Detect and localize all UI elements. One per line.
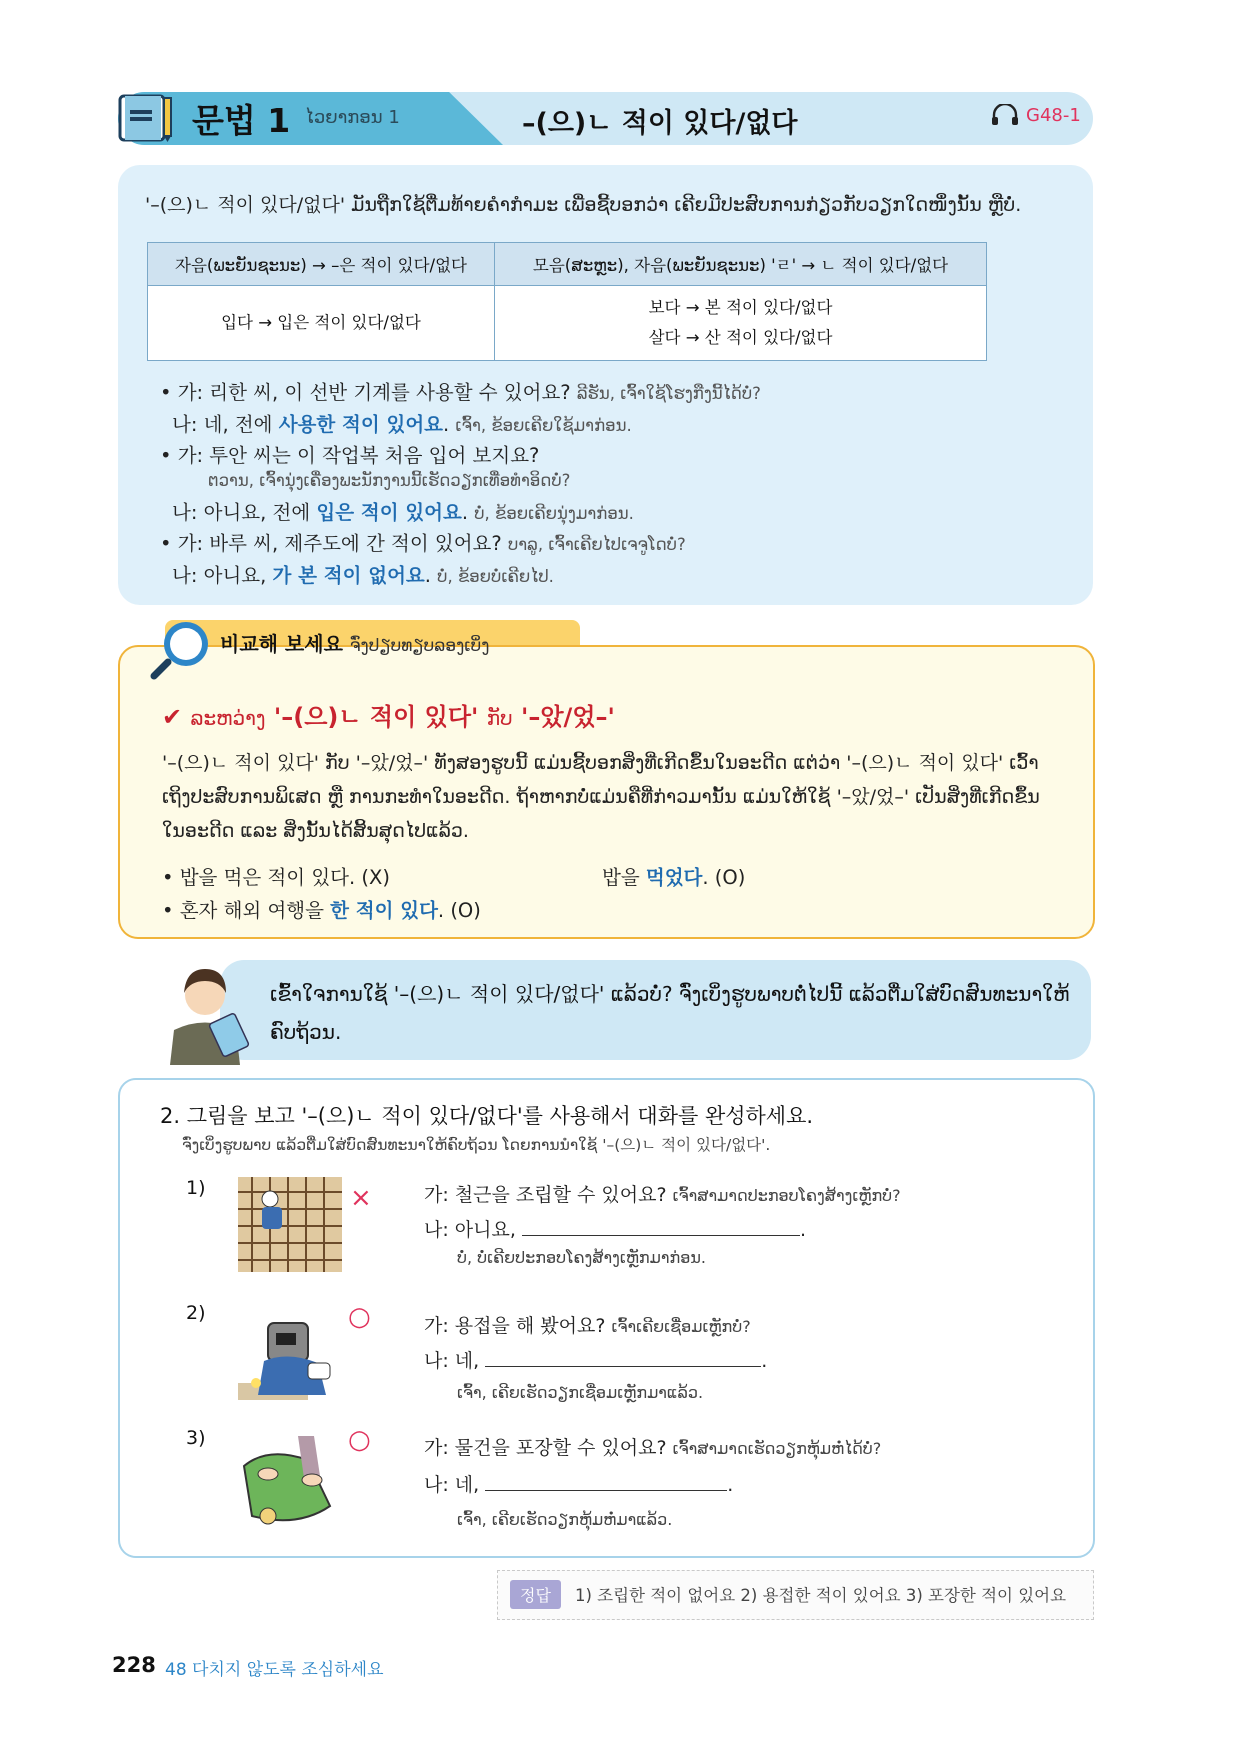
book-icon xyxy=(118,92,174,144)
table-cell-vowel xyxy=(495,286,987,361)
item-answer-prefix: 나: 아니요, xyxy=(424,1219,516,1241)
item-question-lao: ເຈົ້າເຄີຍເຊື່ອມເຫຼັກບໍ່? xyxy=(611,1317,751,1336)
compare-title xyxy=(220,628,490,657)
item-hint: ເຈົ້າ, ເຄີຍເຮັດວຽກຫຸ້ມຫໍ່ມາແລ້ວ. xyxy=(457,1510,673,1529)
packing-illustration xyxy=(238,1436,342,1529)
example-question xyxy=(160,377,761,405)
exercise-subtitle: ຈົ່ງເບິ່ງຮູບພາບ ແລ້ວຕື່ມໃສ່ບົດສົນທະນາໃຫ້ຄົບຖ້ວນ ໂດຍການນຳໃຊ້ '–(으)ㄴ 적이 있다/없다'. xyxy=(182,1136,771,1154)
example-answer-lao: ເຈົ້າ, ຂ້ອຍເຄີຍໃຊ້ມາກ່ອນ. xyxy=(455,416,632,435)
item-number: 1) xyxy=(186,1177,206,1199)
table-head-consonant: 자음(ພະຍັນຊະນະ) → –은 적이 있다/없다 xyxy=(148,243,495,286)
example-question-lao xyxy=(208,468,570,491)
item-number: 3) xyxy=(186,1427,206,1449)
compare-example-text: . (O) xyxy=(702,866,746,889)
example-answer-text: . xyxy=(443,413,450,436)
compare-heading-lao: ລະຫວ່າງ xyxy=(190,706,266,730)
compare-body: '–(으)ㄴ 적이 있다' ກັບ '–았/었–' ທັງສອງຮູບນີ້ ແມ່ນຊີ້ບອກສິ່ງທີ່ເກີດຂຶ້ນໃນອະດີດ ແຕ່ວ່າ '–(으)ㄴ 적이 있다' ເວົ້າເຖິງປະສົບການພິເສດ ຫຼື ການກະທຳໃນອະດີດ. ຖ້າຫາກບໍ່ແມ່ນຄືທີ່ກ່າວມານັ້ນ ແມ່ນໃຫ້ໃຊ້ '–았/었–' ເປັນສິ່ງທີ່ເກີດຂຶ້ນໃນອະດີດ ແລະ ສິ່ງນັ້ນໄດ້ສິ້ນສຸດໄປແລ້ວ. xyxy=(162,752,1040,842)
item-answer: 나: 네, . xyxy=(424,1474,734,1496)
item-question-ko: 가: 물건을 포장할 수 있어요? xyxy=(424,1437,667,1459)
example-answer-highlight: 사용한 적이 있어요 xyxy=(278,413,443,436)
example-answer xyxy=(172,497,634,525)
example-answer-text: 나: 네, 전에 xyxy=(172,413,279,436)
section-title-lao: ໄວຍາກອນ 1 xyxy=(305,107,400,128)
example-answer-text: . xyxy=(424,564,431,587)
grammar-pattern: –(으)ㄴ 적이 있다/없다 xyxy=(522,108,798,139)
example-answer xyxy=(172,560,554,588)
magnifier-icon xyxy=(148,618,212,682)
item-answer-prefix: 나: 네, xyxy=(424,1474,480,1496)
item-question xyxy=(424,1433,881,1460)
example-question-ko: • 가: 바루 씨, 제주도에 간 적이 있어요? xyxy=(160,532,502,555)
example-answer-highlight: 가 본 적이 없어요 xyxy=(272,564,425,587)
answer-blank[interactable] xyxy=(522,1217,800,1236)
item-question xyxy=(424,1180,901,1207)
compare-example-text: . (O) xyxy=(437,899,481,922)
compare-heading-b: '–았/었–' xyxy=(521,703,615,731)
example-answer-lao: ບໍ່, ຂ້ອຍບໍ່ເຄີຍໄປ. xyxy=(437,567,554,586)
item-answer-prefix: 나: 네, xyxy=(424,1350,480,1372)
compare-example-2 xyxy=(162,895,481,923)
answer-tag: 정답 xyxy=(510,1580,561,1609)
exercise-title: 2. 그림을 보고 '–(으)ㄴ 적이 있다/없다'를 사용해서 대화를 완성하세요. xyxy=(160,1104,814,1128)
item-question-lao: ເຈົ້າສາມາດປະກອບໂຄງສ້າງເຫຼັກບໍ່? xyxy=(672,1186,901,1205)
example-question-ko: • 가: 리한 씨, 이 선반 기계를 사용할 수 있어요? xyxy=(160,381,571,404)
example-question-lao: ບາລູ, ເຈົ້າເຄີຍໄປເຈຈູໂດບໍ່? xyxy=(507,535,686,554)
item-question-ko: 가: 용접을 해 봤어요? xyxy=(424,1315,606,1337)
compare-heading xyxy=(162,697,615,732)
example-answer-text: 나: 아니요, 전에 xyxy=(172,501,317,524)
audio-track-label: G48-1 xyxy=(1026,104,1081,126)
tip-text: ເຂົ້າໃຈການໃຊ້ '–(으)ㄴ 적이 있다/없다' ແລ້ວບໍ່? ຈົ່ງເບິ່ງຮູບພາບຕໍ່ໄປນີ້ ແລ້ວຕື່ມໃສ່ບົດສົນທະນາໃຫ້ຄົບຖ້ວນ. xyxy=(270,982,1070,1044)
item-question xyxy=(424,1311,751,1338)
table-head-vowel: 모음(ສະຫຼະ), 자음(ພະຍັນຊະນະ) 'ㄹ' → ㄴ 적이 있다/없다 xyxy=(495,243,987,286)
item-number: 2) xyxy=(186,1302,206,1324)
item-answer: 나: 네, . xyxy=(424,1350,768,1372)
compare-example-highlight: 먹었다 xyxy=(645,866,703,889)
grammar-intro: '–(으)ㄴ 적이 있다/없다' ມັນຖືກໃຊ້ຕື່ມທ້າຍຄຳກຳມະ ເພື່ອຊີ້ບອກວ່າ ເຄີຍມີປະສົບການກ່ຽວກັບວຽກໃດໜຶ່ງນັ້ນ ຫຼືບໍ່. xyxy=(145,194,1022,216)
example-question-ko: • 가: 투안 씨는 이 작업복 처음 입어 보지요? xyxy=(160,444,540,467)
conjugation-table xyxy=(147,242,987,361)
item-answer: 나: 아니요, . xyxy=(424,1219,806,1241)
page-number: 228 xyxy=(112,1653,156,1677)
compare-heading-a: '–(으)ㄴ 적이 있다' xyxy=(273,703,479,731)
section-title: 문법 1 xyxy=(192,101,291,140)
headphones-icon xyxy=(990,104,1020,126)
example-question-lao: ລີຮັນ, ເຈົ້າໃຊ້ໂຮງກືງນີ້ໄດ້ບໍ່? xyxy=(576,384,761,403)
item-hint: ບໍ່, ບໍ່ເຄີຍປະກອບໂຄງສ້າງເຫຼັກມາກ່ອນ. xyxy=(457,1248,706,1267)
compare-example-text: • 혼자 해외 여행을 xyxy=(162,899,331,922)
compare-example-text: 밥을 xyxy=(602,866,646,889)
example-question xyxy=(160,528,686,556)
table-cell-vowel-line: 살다 → 산 적이 있다/없다 xyxy=(648,328,833,347)
example-answer-text: 나: 아니요, xyxy=(172,564,273,587)
table-cell-consonant: 입다 → 입은 적이 있다/없다 xyxy=(148,286,495,361)
compare-example-wrong: • 밥을 먹은 적이 있다. (X) xyxy=(162,866,390,889)
item-hint: ເຈົ້າ, ເຄີຍເຮັດວຽກເຊື່ອມເຫຼັກມາແລ້ວ. xyxy=(457,1383,704,1402)
wrong-mark-icon: × xyxy=(350,1183,372,1213)
rebar-illustration xyxy=(238,1177,342,1272)
example-answer-lao: ບໍ່, ຂ້ອຍເຄີຍນຸ່ງມາກ່ອນ. xyxy=(474,504,634,523)
compare-heading-mid: ກັບ xyxy=(486,706,513,730)
item-question-ko: 가: 철근을 조립할 수 있어요? xyxy=(424,1184,667,1206)
table-cell-vowel-line: 보다 → 본 적이 있다/없다 xyxy=(648,298,833,317)
compare-title-lao: ຈົ່ງປຽບທຽບລອງເບິ່ງ xyxy=(349,636,490,656)
compare-title-ko: 비교해 보세요 xyxy=(220,632,343,656)
answer-blank[interactable] xyxy=(485,1472,727,1491)
compare-example-highlight: 한 적이 있다 xyxy=(330,899,438,922)
teacher-illustration xyxy=(160,955,250,1065)
example-answer-highlight: 입은 적이 있어요 xyxy=(316,501,462,524)
item-question-lao: ເຈົ້າສາມາດເຮັດວຽກຫຸ້ມຫໍ່ໄດ້ບໍ່? xyxy=(672,1439,882,1458)
correct-mark-icon: ○ xyxy=(348,1425,371,1455)
example-answer xyxy=(172,409,632,437)
example-question-lao-text: ຕວານ, ເຈົ້ານຸ່ງເຄື່ອງພະນັກງານນີ້ເຮັດວຽກເທື່ອທຳອິດບໍ່? xyxy=(208,471,571,490)
welder-illustration xyxy=(238,1303,342,1400)
answer-text: 1) 조립한 적이 없어요 2) 용접한 적이 있어요 3) 포장한 적이 있어요 xyxy=(575,1586,1067,1605)
check-icon: ✔ xyxy=(162,703,183,731)
example-answer-text: . xyxy=(461,501,469,524)
example-question xyxy=(160,440,539,468)
audio-track[interactable] xyxy=(990,104,1081,126)
chapter-title: 48 다치지 않도록 조심하세요 xyxy=(165,1660,384,1680)
answer-blank[interactable] xyxy=(485,1348,761,1367)
compare-example-right xyxy=(602,862,745,890)
correct-mark-icon: ○ xyxy=(348,1302,371,1332)
